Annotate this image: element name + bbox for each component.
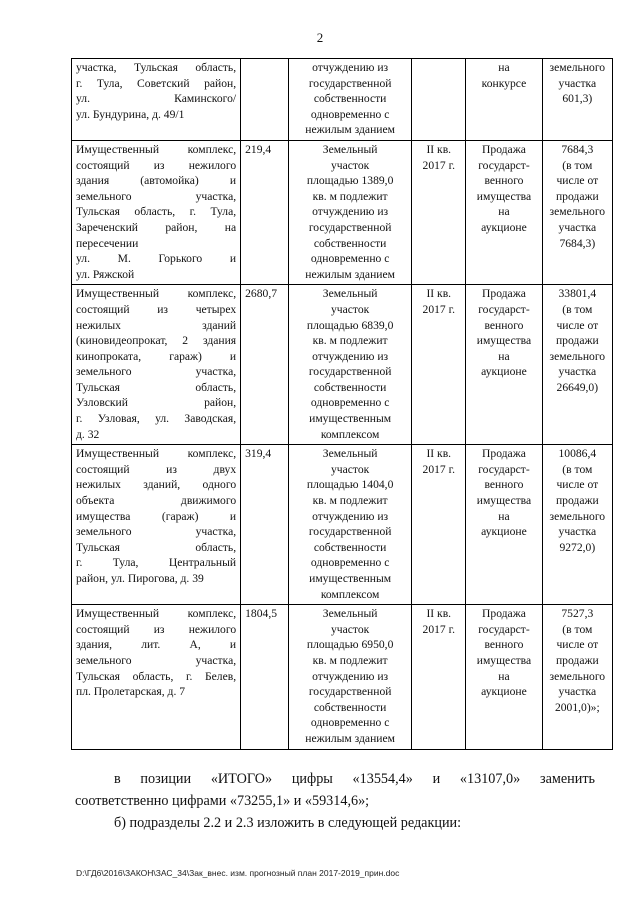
cell-line: 33801,4 [558,287,597,301]
cell-value: 2680,7 [245,287,278,301]
cell-line: (в том [562,622,593,636]
area-cell [241,605,289,749]
cell-line: г. Узловая, ул. Заводская, [76,412,237,426]
cell-line: Продажа [482,287,526,301]
object-cell [72,285,241,445]
cell-line: объекта движимого [76,494,237,508]
cell-line: участка [558,365,597,379]
cell-line: земельного [549,349,606,363]
privatization-table [71,58,613,750]
area-cell [241,59,289,141]
cell-line: 2001,0)»; [554,700,600,714]
cell-line: II кв. [426,607,452,621]
cell-line: отчуждению из [312,205,389,219]
cell-line: участок [331,462,370,476]
cell-line: пересечении [76,236,139,250]
cell-value: 1804,5 [245,607,278,621]
cell-line: 2017 г. [422,302,455,316]
cell-line: г. Тула, Советский район, [76,76,237,90]
cell-line: Зареченский район, на [76,220,237,234]
cell-line: площадью 6839,0 [306,318,394,332]
cell-line: аукционе [481,365,527,379]
amendment-paragraph-continuation: соответственно цифрами «73255,1» и «59314,6»; [75,793,370,809]
period-cell [412,59,466,141]
cell-line: государственной [308,220,392,234]
cell-line: участок [331,302,370,316]
object-cell [72,59,241,141]
cell-line: участка [558,525,597,539]
cell-line: земельного [549,205,606,219]
cell-line: 7684,3 [561,142,594,156]
cell-line: государст- [478,158,530,172]
cell-line: Продажа [482,447,526,461]
cell-line: имущества [476,189,532,203]
cell-line: Продажа [482,142,526,156]
cell-line: 2017 г. [422,462,455,476]
cell-line: (в том [562,462,593,476]
table-row [72,140,613,284]
cell-line: государственной [308,525,392,539]
cell-line: собственности [313,92,387,106]
land-plot-cell [289,605,412,749]
cell-line: числе от [556,638,599,652]
cell-line: имущества [476,653,532,667]
cell-line: состоящий из нежилого [76,158,237,172]
cell-line: комплексом [320,587,380,601]
sale-method-cell [466,445,542,605]
cell-line: имущества [476,494,532,508]
area-cell [241,285,289,445]
cell-value: 219,4 [245,142,272,156]
object-cell [72,445,241,605]
cell-line: 601,3) [562,92,593,106]
table-row [72,445,613,605]
period-cell [412,140,466,284]
cell-line: земельного участка, [76,525,237,539]
amount-cell [542,59,612,141]
cell-line: состоящий из четырех [76,302,237,316]
cell-line: государственной [308,685,392,699]
cell-line: 10086,4 [558,447,597,461]
cell-line: государст- [478,302,530,316]
cell-line: одновременно с [310,252,390,266]
cell-line: состоящий из двух [76,462,237,476]
period-cell [412,285,466,445]
cell-line: Земельный [322,142,378,156]
cell-line: одновременно с [310,716,390,730]
cell-line: имущества [476,334,532,348]
cell-line: аукционе [481,220,527,234]
amount-cell [542,140,612,284]
cell-line: 9272,0) [559,540,596,554]
amount-cell [542,285,612,445]
cell-line: участка, Тульская область, [76,61,237,74]
land-plot-cell [289,445,412,605]
cell-line: государст- [478,622,530,636]
sale-method-cell [466,140,542,284]
cell-line: участок [331,158,370,172]
cell-line: имущественным [309,412,392,426]
cell-line: (в том [562,302,593,316]
cell-line: собственности [313,700,387,714]
cell-line: Земельный [322,287,378,301]
table-body [72,59,613,750]
period-cell [412,605,466,749]
cell-line: аукционе [481,685,527,699]
cell-line: нежилым зданием [305,731,395,745]
cell-line: на [498,669,510,683]
cell-line: числе от [556,478,599,492]
cell-line: продажи [555,334,599,348]
cell-line: д. 32 [76,427,100,441]
cell-line: продажи [555,494,599,508]
cell-line: здания (автомойка) и [76,174,237,188]
cell-line: нежилых зданий [76,318,237,332]
amount-cell [542,445,612,605]
cell-line: кв. м подлежит [312,334,388,348]
cell-line: состоящий из нежилого [76,622,237,636]
cell-line: Земельный [322,447,378,461]
sale-method-cell [466,285,542,445]
cell-line: кв. м подлежит [312,189,388,203]
cell-line: имущества (гараж) и [76,509,237,523]
cell-line: отчуждению из [312,61,389,74]
cell-line: аукционе [481,525,527,539]
cell-line: нежилых зданий, одного [76,478,237,492]
cell-line: Продажа [482,607,526,621]
cell-line: ул. Бундурина, д. 49/1 [76,107,185,121]
cell-line: отчуждению из [312,349,389,363]
cell-line: Земельный [322,607,378,621]
cell-line: площадью 1404,0 [306,478,394,492]
cell-line: нежилым зданием [305,123,395,137]
table-row [72,605,613,749]
object-cell [72,140,241,284]
cell-line: ул. М. Горького и [76,252,237,266]
cell-line: площадью 6950,0 [306,638,394,652]
cell-line: участка [558,685,597,699]
cell-line: пл. Пролетарская, д. 7 [76,685,186,699]
cell-line: Имущественный комплекс, [76,447,237,461]
cell-line: отчуждению из [312,669,389,683]
table-row [72,59,613,141]
cell-line: ул. Каминского/ [76,92,237,106]
cell-line: участок [331,622,370,636]
cell-line: ул. Ряжской [76,267,135,281]
cell-line: земельного участка, [76,653,237,667]
table-row [72,285,613,445]
cell-line: собственности [313,236,387,250]
cell-line: имущественным [309,572,392,585]
cell-line: участка [558,220,597,234]
cell-line: район, ул. Пирогова, д. 39 [76,572,204,585]
cell-line: Узловский район, [76,396,237,410]
cell-line: государст- [478,462,530,476]
cell-line: на [498,205,510,219]
cell-line: Тульская область, [76,380,237,394]
cell-line: числе от [556,318,599,332]
cell-line: венного [484,318,524,332]
cell-line: венного [484,174,524,188]
cell-line: собственности [313,380,387,394]
cell-line: II кв. [426,447,452,461]
cell-line: (киновидеопрокат, 2 здания [76,334,237,348]
cell-line: кв. м подлежит [312,494,388,508]
cell-line: здания, лит. А, и [76,638,237,652]
sale-method-cell [466,59,542,141]
area-cell [241,445,289,605]
cell-line: комплексом [320,427,380,441]
cell-line: Имущественный комплекс, [76,607,237,621]
object-cell [72,605,241,749]
cell-line: площадью 1389,0 [306,174,394,188]
cell-line: на [498,61,510,74]
cell-line: участка [558,76,597,90]
cell-line: II кв. [426,142,452,156]
cell-value: 319,4 [245,447,272,461]
cell-line: Тульская область, [76,540,237,554]
cell-line: 2017 г. [422,158,455,172]
cell-line: Тульская область, г. Тула, [76,205,237,219]
cell-line: Тульская область, г. Белев, [76,669,237,683]
cell-line: на [498,349,510,363]
file-path-footer: D:\ГД6\2016\ЗАКОН\ЗАС_34\Зак_внес. изм. прогнозный план 2017-2019_прин.doc [76,868,400,878]
cell-line: одновременно с [310,556,390,570]
cell-line: венного [484,638,524,652]
cell-line: отчуждению из [312,509,389,523]
cell-line: II кв. [426,287,452,301]
cell-line: числе от [556,174,599,188]
cell-line: 7527,3 [561,607,594,621]
area-cell [241,140,289,284]
cell-line: венного [484,478,524,492]
cell-line: земельного [549,669,606,683]
cell-line: одновременно с [310,396,390,410]
cell-line: государственной [308,76,392,90]
cell-line: (в том [562,158,593,172]
cell-line: кинопроката, гараж) и [76,349,237,363]
cell-line: земельного участка, [76,189,237,203]
cell-line: 2017 г. [422,622,455,636]
amendment-paragraph-subsections: б) подразделы 2.2 и 2.3 изложить в следующей редакции: [114,815,462,831]
cell-line: продажи [555,189,599,203]
cell-line: государственной [308,365,392,379]
cell-line: на [498,509,510,523]
cell-line: Имущественный комплекс, [76,142,237,156]
amendment-paragraph-itogo: в позиции «ИТОГО» цифры «13554,4» и «13107,0» заменить [114,771,595,787]
land-plot-cell [289,140,412,284]
cell-line: кв. м подлежит [312,653,388,667]
cell-line: нежилым зданием [305,267,395,281]
cell-line: собственности [313,540,387,554]
sale-method-cell [466,605,542,749]
cell-line: г. Тула, Центральный [76,556,237,570]
cell-line: продажи [555,653,599,667]
period-cell [412,445,466,605]
cell-line: Имущественный комплекс, [76,287,237,301]
cell-line: земельного [549,61,606,74]
cell-line: земельного [549,509,606,523]
cell-line: одновременно с [310,107,390,121]
cell-line: 26649,0) [556,380,599,394]
land-plot-cell [289,285,412,445]
cell-line: земельного участка, [76,365,237,379]
land-plot-cell [289,59,412,141]
amount-cell [542,605,612,749]
cell-line: 7684,3) [559,236,596,250]
page-number: 2 [316,30,324,45]
cell-line: конкурсе [481,76,527,90]
